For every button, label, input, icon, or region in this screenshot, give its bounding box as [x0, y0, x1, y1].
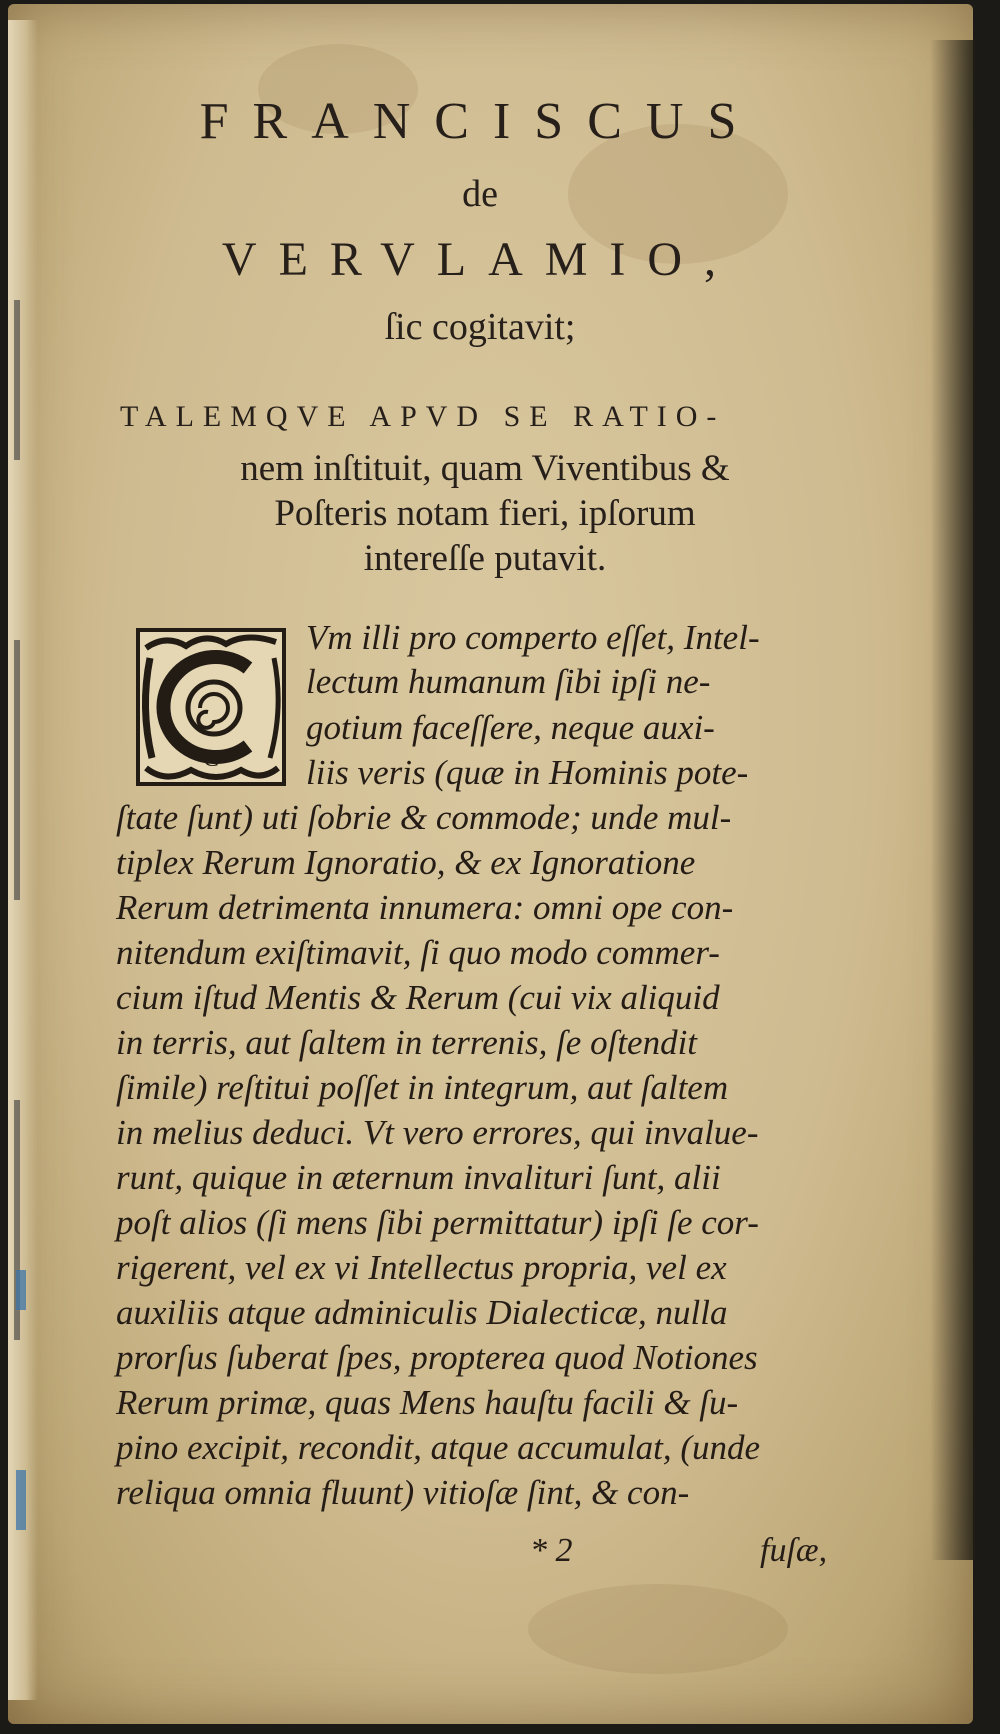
body-line: lectum humanum ſibi ipſi ne- — [306, 662, 711, 701]
heading-verb: ſic cogitavit; — [384, 306, 576, 348]
edge-wear-mark — [14, 300, 20, 460]
body-line: liis veris (quæ in Hominis pote- — [306, 753, 749, 792]
edge-color-mark — [16, 1470, 26, 1530]
signature-mark: * 2 — [530, 1532, 573, 1569]
catchword: fuſæ, — [760, 1532, 828, 1569]
ornamental-initial-c-icon — [136, 628, 286, 786]
body-line: rigerent, vel ex vi Intellectus propria, vel ex — [116, 1248, 727, 1287]
intro-line: TALEMQVE APVD SE RATIO- — [120, 400, 726, 433]
body-line: gotium faceſſere, neque auxi- — [306, 708, 715, 747]
page-left-edge — [8, 20, 38, 1700]
intro-line: intereſſe putavit. — [363, 538, 607, 579]
author-place: VERVLAMIO, — [221, 233, 739, 286]
body-line: poſt alios (ſi mens ſibi permittatur) ipſi ſe cor- — [116, 1203, 759, 1242]
body-line: Vm illi pro comperto eſſet, Intel- — [306, 618, 760, 657]
paper-stain — [528, 1584, 788, 1674]
body-line: nitendum exiſtimavit, ſi quo modo commer- — [116, 933, 720, 972]
body-line: Rerum primæ, quas Mens hauſtu facili & ſu- — [116, 1383, 739, 1422]
body-line: cium iſtud Mentis & Rerum (cui vix aliquid — [116, 978, 720, 1017]
body-line: prorſus ſuberat ſpes, propterea quod Notiones — [116, 1338, 758, 1377]
intro-line: nem inſtituit, quam Viventibus & — [240, 448, 730, 489]
body-line: auxiliis atque adminiculis Dialecticæ, nulla — [116, 1293, 728, 1332]
edge-color-mark — [16, 1270, 26, 1310]
initial-letter: C — [202, 746, 220, 772]
body-line: ſimile) reſtitui poſſet in integrum, aut ſaltem — [116, 1068, 729, 1107]
spine-shadow — [930, 40, 975, 1560]
author-name: FRANCISCUS — [199, 93, 761, 150]
author-preposition: de — [462, 173, 498, 215]
body-line: ſtate ſunt) uti ſobrie & commode; unde mul- — [116, 798, 732, 837]
intro-line: Poſteris notam fieri, ipſorum — [274, 493, 696, 534]
body-line: tiplex Rerum Ignoratio, & ex Ignoratione — [116, 843, 696, 882]
body-line: Rerum detrimenta innumera: omni ope con- — [116, 888, 734, 927]
body-line: in terris, aut ſaltem in terrenis, ſe oſtendit — [116, 1023, 698, 1062]
body-line: runt, quique in æternum invalituri ſunt, alii — [116, 1158, 721, 1197]
edge-wear-mark — [14, 640, 20, 900]
body-line: in melius deduci. Vt vero errores, qui invalue- — [116, 1113, 759, 1152]
body-line: pino excipit, recondit, atque accumulat, (unde — [116, 1428, 761, 1467]
body-line: reliqua omnia fluunt) vitioſæ ſint, & con- — [116, 1473, 690, 1512]
